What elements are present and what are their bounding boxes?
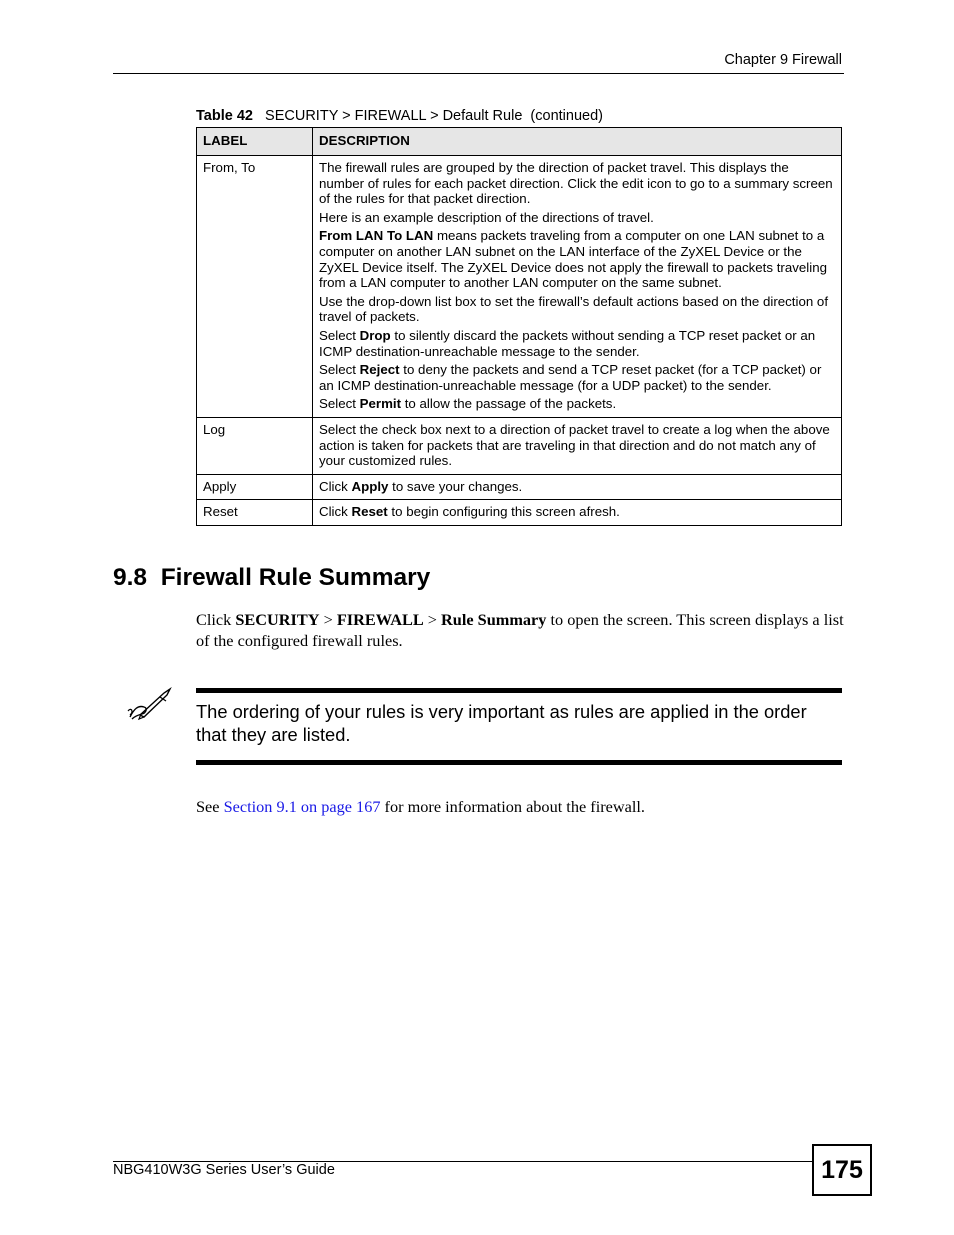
row-description [313,500,842,526]
description-paragraph [319,422,835,469]
description-segment: Here is an example description of the directions of travel. [319,209,654,225]
description-paragraph [319,228,835,290]
row-description [313,474,842,500]
intro-segment: Rule Summary [441,610,547,629]
description-paragraph [319,210,835,226]
description-paragraph [319,294,835,325]
intro-segment: FIREWALL [336,610,424,629]
note-bottom-rule [196,760,842,765]
section-number: 9.8 [113,564,148,591]
see-also-suffix: for more information about the firewall. [380,797,645,816]
pen-note-icon [124,687,174,723]
description-segment: Drop [359,327,391,343]
table-row [197,156,842,418]
description-segment: means packets traveling from a computer on one LAN subnet to a computer on another LAN subnet on the LAN interface of the ZyXEL Device or the ZyXEL Device itself. The ZyXEL Device does not apply the firewall to packets traveling from a LAN computer to another LAN computer on the same subnet. [319,228,827,291]
description-segment: to begin configuring this screen afresh. [387,504,620,520]
section-link[interactable]: Section 9.1 on page 167 [223,797,381,816]
description-segment: to allow the passage of the packets. [401,396,617,412]
description-segment: The firewall rules are grouped by the direction of packet travel. This displays the number of rules for each packet direction. Click the edit icon to go to a summary screen of the rules for that packet direction. [319,160,833,207]
intro-segment: > [319,610,337,629]
intro-segment: SECURITY [235,610,320,629]
note-top-rule [196,688,842,693]
intro-segment: > [423,610,442,629]
row-description [313,156,842,418]
see-also-prefix: See [196,797,224,816]
description-paragraph [319,396,835,412]
table-row [197,500,842,526]
page-number: 175 [812,1144,872,1196]
row-label: From, To [197,156,313,418]
description-segment: to save your changes. [388,478,523,494]
table-row [197,417,842,474]
row-label: Reset [197,500,313,526]
section-heading [113,564,430,592]
table-body [197,156,842,526]
description-segment: Click [319,504,352,520]
description-segment: to deny the packets and send a TCP reset packet (for a TCP packet) or an ICMP destination-unreachable message (for a UDP packet) to the sender. [319,362,822,393]
description-segment: Reset [351,504,388,520]
column-header-label: LABEL [197,128,313,156]
description-segment: Reject [359,362,400,378]
description-segment: Select [319,396,360,412]
row-label: Log [197,417,313,474]
description-paragraph [319,362,835,393]
description-segment: Permit [359,396,402,412]
table-caption-label: Table 42 [196,108,253,124]
description-paragraph [319,328,835,359]
table-caption-text: SECURITY > FIREWALL > Default Rule (continued) [265,108,603,124]
header-rule [113,73,844,74]
description-segment: Select the check box next to a direction of packet travel to create a log when the above action is taken for packets that are traveling in that direction and do not match any of your customized rules. [319,421,830,469]
footer-guide-title: NBG410W3G Series User’s Guide [113,1162,335,1178]
description-segment: Use the drop-down list box to set the firewall’s default actions based on the direction of travel of packets. [319,293,829,325]
intro-segment: to open the screen. This screen displays a list of the configured firewall rules. [196,610,844,650]
table-caption [196,108,603,124]
description-segment: to silently discard the packets without sending a TCP reset packet or an ICMP destination-unreachable message to the sender. [319,327,816,359]
description-segment: Select [319,362,360,378]
running-header: Chapter 9 Firewall [724,52,842,68]
description-segment: Select [319,327,360,343]
description-segment: Apply [351,478,389,494]
row-label: Apply [197,474,313,500]
description-paragraph [319,479,835,495]
description-segment: Click [319,478,352,494]
table-header-row [197,128,842,156]
description-segment: From LAN To LAN [319,228,434,244]
description-paragraph [319,160,835,207]
column-header-description: DESCRIPTION [313,128,842,156]
section-intro-paragraph [196,609,846,651]
see-also-paragraph [196,797,645,817]
row-description [313,417,842,474]
table-row [197,474,842,500]
section-title: Firewall Rule Summary [160,564,431,591]
note-text: The ordering of your rules is very important as rules are applied in the order that they are listed. [196,701,807,745]
description-paragraph [319,504,835,520]
intro-segment: Click [196,610,236,629]
description-table [196,127,842,526]
